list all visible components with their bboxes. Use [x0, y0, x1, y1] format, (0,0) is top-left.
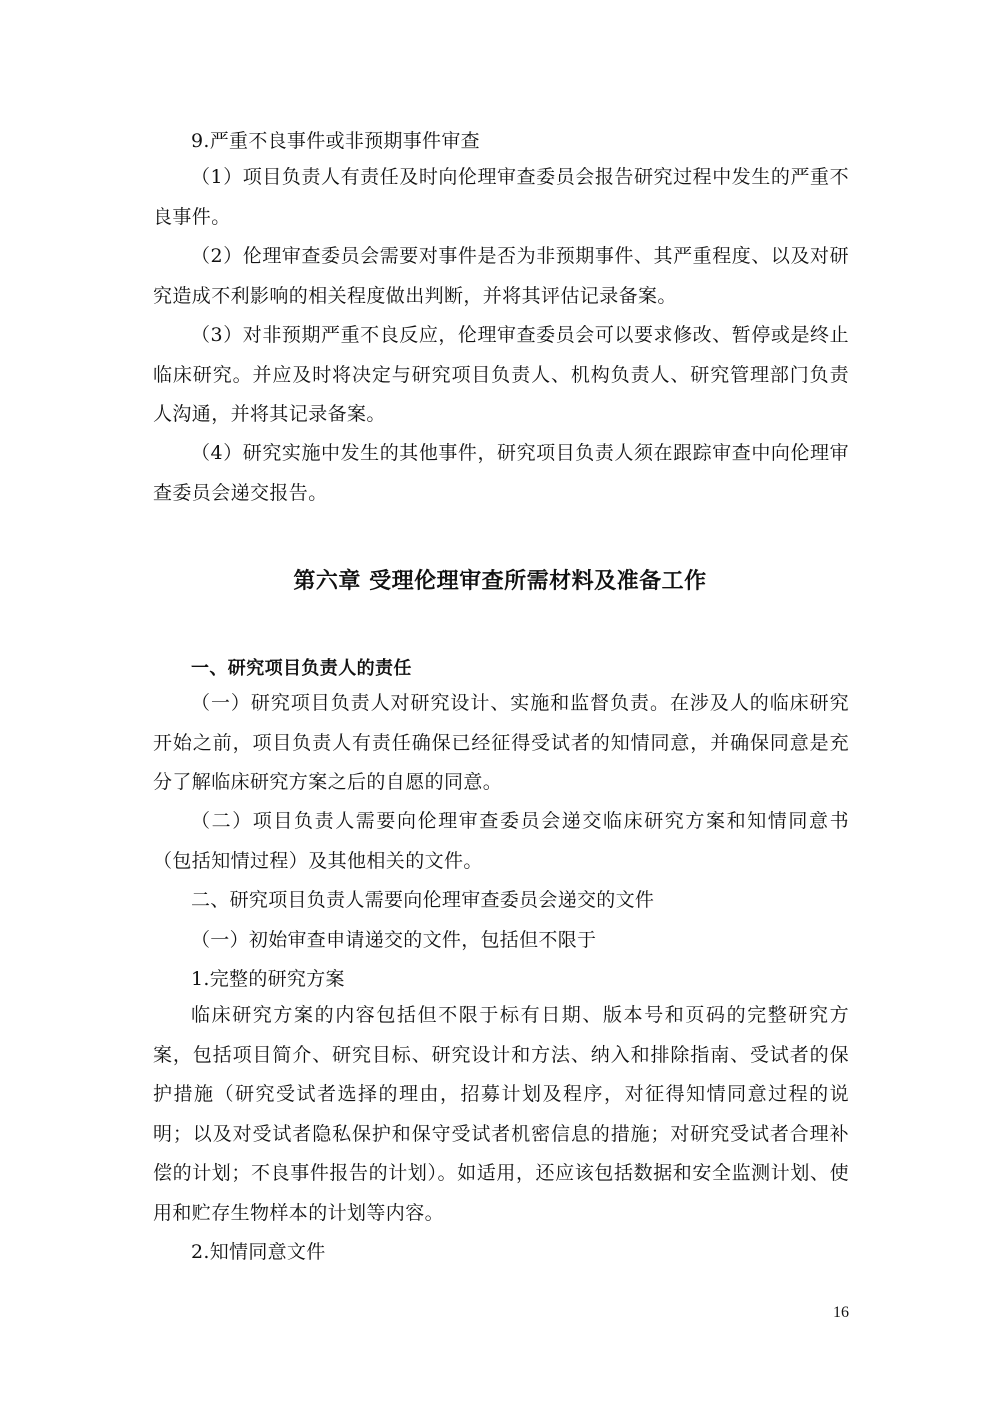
page-number: 16: [833, 1304, 849, 1321]
section-9-item-3: （3）对非预期严重不良反应，伦理审查委员会可以要求修改、暂停或是终止临床研究。并应及时将决定与研究项目负责人、机构负责人、研究管理部门负责人沟通，并将其记录备案。: [153, 324, 849, 425]
part-2-item-1-title: 1.完整的研究方案: [191, 968, 345, 990]
part-1-title: 一、研究项目负责人的责任: [191, 658, 412, 679]
part-2-item-1-body: 临床研究方案的内容包括但不限于标有日期、版本号和页码的完整研究方案，包括项目简介、研究目标、研究设计和方法、纳入和排除指南、受试者的保护措施（研究受试者选择的理由，招募计划及程序，对征得知情同意过程的说明；以及对受试者隐私保护和保守受试者机密信息的措施；对研究受试者合理补偿的计划；不良事件报告的计划）。如适用，还应该包括数据和安全监测计划、使用和贮存生物样本的计划等内容。: [153, 1004, 849, 1224]
section-9-item-1: （1）项目负责人有责任及时向伦理审查委员会报告研究过程中发生的严重不良事件。: [153, 166, 849, 228]
part-1-item-2: （二）项目负责人需要向伦理审查委员会递交临床研究方案和知情同意书（包括知情过程）及其他相关的文件。: [153, 810, 849, 872]
part-2-item-2-title: 2.知情同意文件: [191, 1241, 326, 1263]
section-9-item-4: （4）研究实施中发生的其他事件，研究项目负责人须在跟踪审查中向伦理审查委员会递交报告。: [153, 442, 849, 504]
part-1-item-1: （一）研究项目负责人对研究设计、实施和监督负责。在涉及人的临床研究开始之前，项目负责人有责任确保已经征得受试者的知情同意，并确保同意是充分了解临床研究方案之后的自愿的同意。: [153, 692, 849, 793]
part-2-title: 二、研究项目负责人需要向伦理审查委员会递交的文件: [191, 889, 655, 911]
section-9-title: 9.严重不良事件或非预期事件审查: [191, 130, 480, 152]
part-2-sub-1: （一）初始审查申请递交的文件，包括但不限于: [191, 929, 597, 951]
chapter-6-title: 第六章 受理伦理审查所需材料及准备工作: [293, 569, 707, 594]
section-9-item-2: （2）伦理审查委员会需要对事件是否为非预期事件、其严重程度、以及对研究造成不利影响的相关程度做出判断，并将其评估记录备案。: [153, 245, 849, 307]
